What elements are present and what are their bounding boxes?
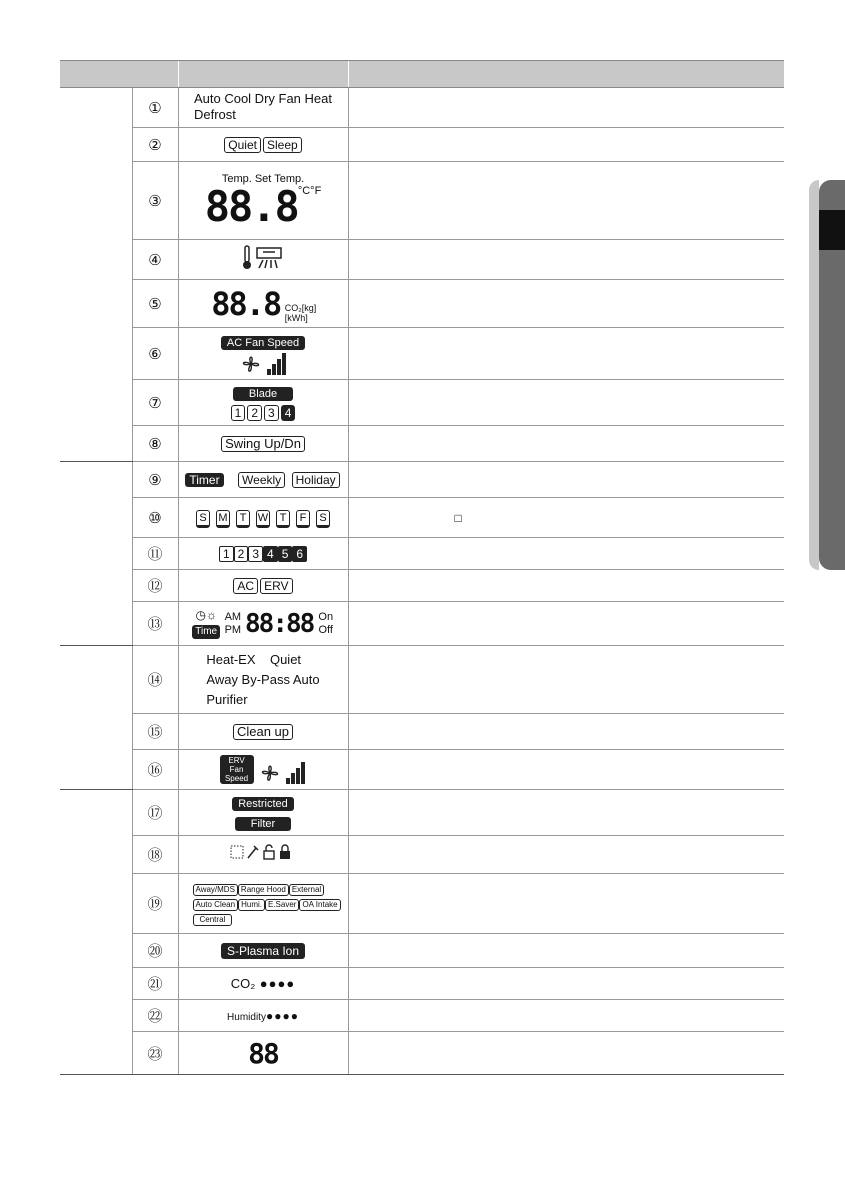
day-item: S xyxy=(196,510,210,528)
description xyxy=(348,88,784,128)
table-row xyxy=(60,280,784,328)
description xyxy=(348,874,784,934)
table-row xyxy=(60,1032,784,1075)
blade-item: 4 xyxy=(281,405,296,421)
header-cell xyxy=(60,61,178,88)
option-item: E.Saver xyxy=(265,899,299,911)
restricted-label: Restricted xyxy=(232,797,294,811)
weekday-icon xyxy=(178,498,348,538)
energy-units: CO₂[kg] [kWh] xyxy=(284,302,317,323)
description xyxy=(348,714,784,750)
side-tab-marker xyxy=(819,210,845,250)
s-plasma-label: S-Plasma Ion xyxy=(221,943,305,959)
fan-bar xyxy=(286,778,290,784)
row-number: ⑥ xyxy=(132,328,178,380)
clean-up-label: Clean up xyxy=(233,724,293,740)
co2-level-icon xyxy=(178,968,348,1000)
row-number: ⑧ xyxy=(132,426,178,462)
row-number: ⑰ xyxy=(132,790,178,836)
description xyxy=(348,538,784,570)
temperature-icon xyxy=(178,162,348,240)
description xyxy=(348,280,784,328)
table-row xyxy=(60,836,784,874)
table-row xyxy=(60,968,784,1000)
option-item: External xyxy=(289,884,324,896)
category-cell xyxy=(60,646,132,790)
table-row xyxy=(60,934,784,968)
ventilation-options-icon xyxy=(178,874,348,934)
header-cell xyxy=(178,61,348,88)
holiday-label: Holiday xyxy=(292,472,340,488)
fan-bar xyxy=(282,353,286,375)
restricted-filter-icon xyxy=(178,790,348,836)
erv-mode-icon xyxy=(178,646,348,714)
option-item: Range Hood xyxy=(238,884,289,896)
day-item: W xyxy=(256,510,270,528)
temp-units: °C°F xyxy=(297,184,322,197)
fan-bar xyxy=(301,762,305,784)
row-number: ⑦ xyxy=(132,380,178,426)
description xyxy=(348,328,784,380)
description xyxy=(348,750,784,790)
table-row xyxy=(60,646,784,714)
table-row xyxy=(60,714,784,750)
humidity-dots: ●●●● xyxy=(265,1008,299,1023)
day-item: S xyxy=(316,510,330,528)
display-digits: 88 xyxy=(248,1036,278,1070)
clean-up-icon xyxy=(178,714,348,750)
category-cell xyxy=(60,790,132,1075)
row-number: ⑱ xyxy=(132,836,178,874)
row-number: ① xyxy=(132,88,178,128)
description xyxy=(348,602,784,646)
erv-fan-label: ERV Fan Speed xyxy=(220,755,254,784)
icon-item: AC xyxy=(233,578,258,594)
temp-digits: 88.8 xyxy=(204,181,298,231)
row-number: ⑳ xyxy=(132,934,178,968)
fan-bar xyxy=(267,369,271,375)
table-row xyxy=(60,498,784,538)
blade-item: 3 xyxy=(264,405,279,421)
weekly-label: Weekly xyxy=(238,472,285,488)
table-row xyxy=(60,380,784,426)
day-item: T xyxy=(276,510,290,528)
row-number: ⑪ xyxy=(132,538,178,570)
table-row xyxy=(60,426,784,462)
fan-bar xyxy=(277,359,281,375)
table-row xyxy=(60,240,784,280)
humidity-label: Humidity xyxy=(227,1011,266,1023)
blade-label: Blade xyxy=(233,387,293,401)
ac-fan-speed-icon xyxy=(178,328,348,380)
program-item: 4 xyxy=(263,546,278,562)
category-cell xyxy=(60,462,132,646)
description xyxy=(348,128,784,162)
filter-label: Filter xyxy=(235,817,291,831)
swing-icon xyxy=(178,426,348,462)
quiet-sleep-icon xyxy=(178,128,348,162)
row-number: ㉒ xyxy=(132,1000,178,1032)
option-item: Humi. xyxy=(238,899,265,911)
fan-bars xyxy=(179,353,348,375)
thermometer-indoor-icon xyxy=(178,240,348,280)
row-number: ⑤ xyxy=(132,280,178,328)
table-row xyxy=(60,162,784,240)
side-tab-light xyxy=(809,180,819,570)
time-label: Time xyxy=(192,625,220,639)
row-number: ⑫ xyxy=(132,570,178,602)
description xyxy=(348,836,784,874)
row-number: ⑬ xyxy=(132,602,178,646)
fan-icon xyxy=(258,762,282,784)
program-item: 6 xyxy=(292,546,307,562)
description xyxy=(348,380,784,426)
day-item: T xyxy=(236,510,250,528)
description xyxy=(348,570,784,602)
category-cell xyxy=(60,88,132,462)
row-number: ③ xyxy=(132,162,178,240)
timer-icon xyxy=(178,462,348,498)
erv-mode-text: Heat-EX Quiet Away By-Pass Auto Purifier xyxy=(206,651,320,707)
humidity-level-icon xyxy=(178,1000,348,1032)
mode-text: Auto Cool Dry Fan Heat Defrost xyxy=(193,91,332,122)
table-row xyxy=(60,750,784,790)
fan-bar xyxy=(291,773,295,784)
row-number: ㉓ xyxy=(132,1032,178,1075)
option-item: OA Intake xyxy=(299,899,340,911)
description xyxy=(348,240,784,280)
table-row xyxy=(60,1000,784,1032)
blade-item: 2 xyxy=(247,405,262,421)
table-row xyxy=(60,602,784,646)
erv-fan-speed-icon xyxy=(178,750,348,790)
program-item: 3 xyxy=(248,546,263,562)
table-row xyxy=(60,328,784,380)
description xyxy=(348,790,784,836)
description xyxy=(348,646,784,714)
co2-label: CO₂ xyxy=(230,975,256,991)
icon-item: Quiet xyxy=(224,137,261,153)
description xyxy=(348,1032,784,1075)
row-number: ④ xyxy=(132,240,178,280)
day-item: M xyxy=(216,510,230,528)
temp-label: Temp. Set Temp. xyxy=(221,172,305,185)
clock-icon xyxy=(178,602,348,646)
status-icons xyxy=(178,836,348,874)
icon-item: Sleep xyxy=(263,137,302,153)
program-item: 2 xyxy=(234,546,249,562)
row-number: ⑲ xyxy=(132,874,178,934)
table-row xyxy=(60,88,784,128)
row-number: ⑭ xyxy=(132,646,178,714)
header-cell xyxy=(348,61,784,88)
fan-icon xyxy=(239,353,263,375)
description xyxy=(348,162,784,240)
table-row xyxy=(60,874,784,934)
co2-dots: ●●●● xyxy=(259,975,296,991)
row-number: ⑩ xyxy=(132,498,178,538)
table-row xyxy=(60,790,784,836)
row-number: ⑮ xyxy=(132,714,178,750)
option-item: Auto Clean xyxy=(193,899,239,911)
fan-speed-label: AC Fan Speed xyxy=(221,336,305,350)
table-header xyxy=(60,61,784,88)
table-row xyxy=(60,462,784,498)
table-row xyxy=(60,128,784,162)
lock-icons xyxy=(230,843,296,861)
program-number-icon xyxy=(178,538,348,570)
mode-icon xyxy=(178,88,348,128)
program-item: 5 xyxy=(278,546,293,562)
blade-item: 1 xyxy=(231,405,246,421)
swing-label: Swing Up/Dn xyxy=(221,436,305,452)
description xyxy=(348,498,784,538)
day-item: F xyxy=(296,510,310,528)
description xyxy=(348,968,784,1000)
blade-icon xyxy=(178,380,348,426)
row-number: ⑯ xyxy=(132,750,178,790)
digit-display-icon xyxy=(178,1032,348,1075)
energy-icon xyxy=(178,280,348,328)
description xyxy=(348,426,784,462)
on-off: On Off xyxy=(318,610,334,636)
energy-digits: 88.8 xyxy=(211,284,281,323)
option-item: Away/MDS xyxy=(193,884,238,896)
row-number: ⑨ xyxy=(132,462,178,498)
display-table xyxy=(60,60,784,1075)
description-symbol: □ xyxy=(454,510,462,525)
ac-erv-icon xyxy=(178,570,348,602)
fan-bar xyxy=(272,364,276,375)
row-number: ② xyxy=(132,128,178,162)
clock-sun-icon: ◷☼ xyxy=(195,607,217,622)
icon-item: ERV xyxy=(260,578,292,594)
fan-bar xyxy=(296,768,300,784)
table-row xyxy=(60,570,784,602)
description xyxy=(348,1000,784,1032)
description xyxy=(348,934,784,968)
timer-label: Timer xyxy=(185,473,223,487)
thermometer-icon xyxy=(241,244,285,270)
option-item: Central xyxy=(193,914,233,926)
description xyxy=(348,462,784,498)
program-item: 1 xyxy=(219,546,234,562)
row-number: ㉑ xyxy=(132,968,178,1000)
clock-digits: 88:88 xyxy=(245,608,314,639)
s-plasma-icon xyxy=(178,934,348,968)
table-row xyxy=(60,538,784,570)
am-pm: AM PM xyxy=(224,610,242,636)
